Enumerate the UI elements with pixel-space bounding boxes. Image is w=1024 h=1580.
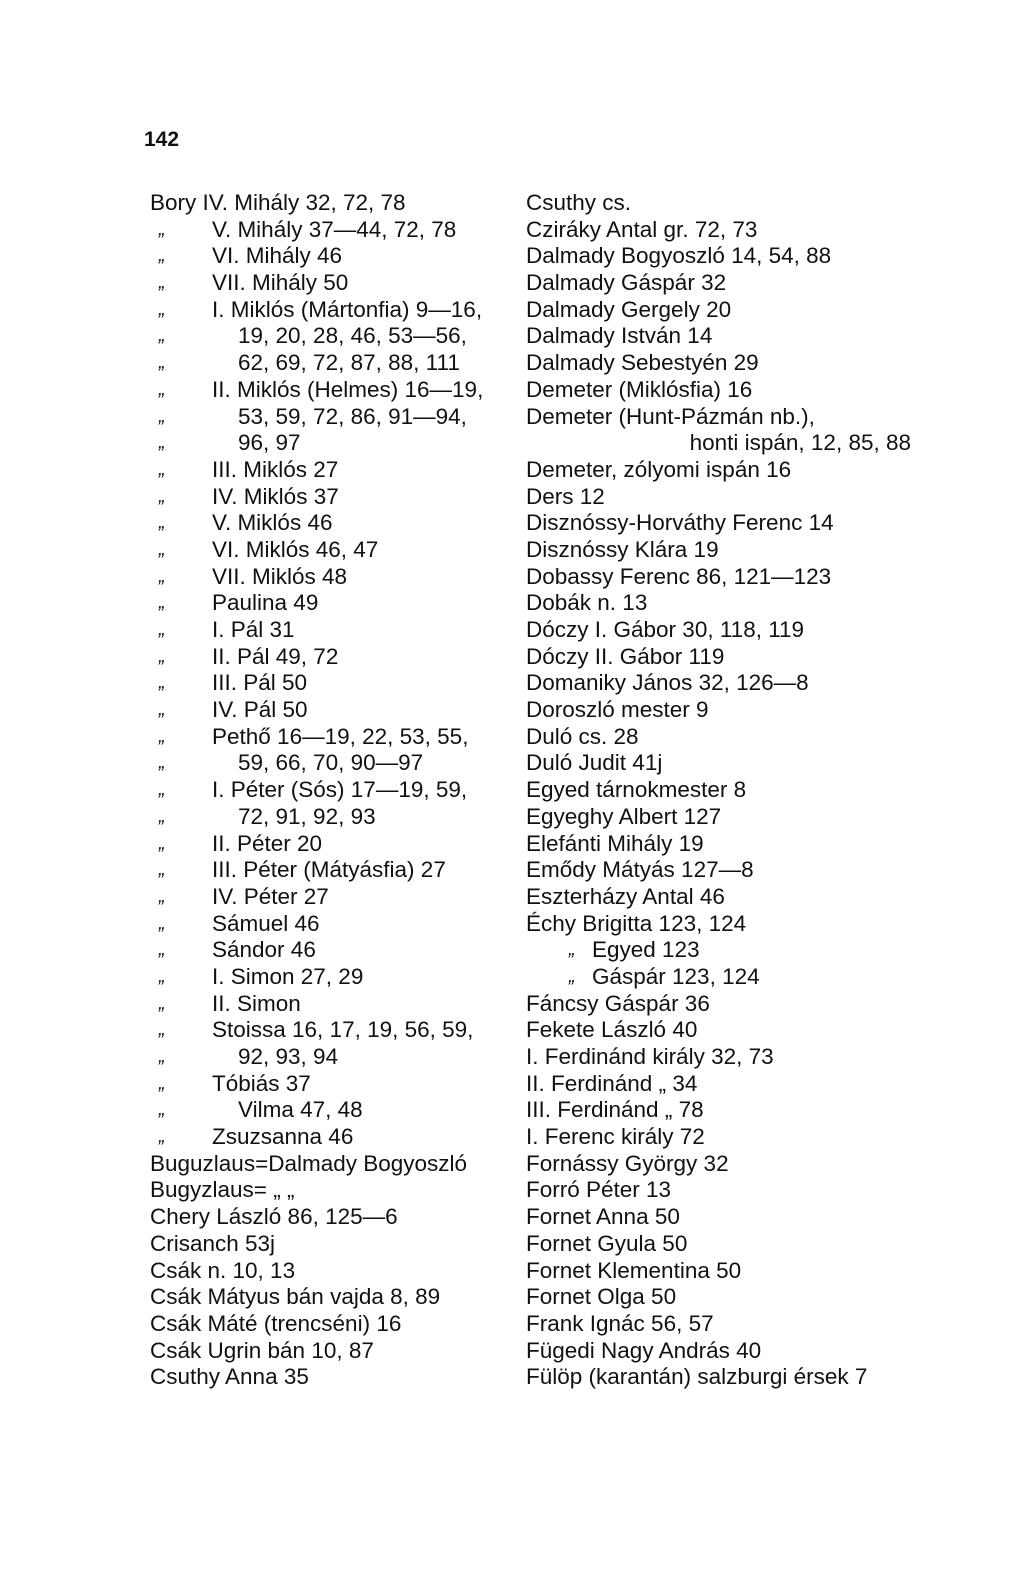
- index-entry: [526, 617, 911, 644]
- index-entry-text: Zsuzsanna 46: [212, 1124, 354, 1150]
- index-entry-text: Egyed 123: [592, 937, 700, 963]
- index-entry: [526, 991, 911, 1018]
- index-entry: [526, 804, 911, 831]
- index-entry: [526, 697, 911, 724]
- index-entry-text: II. Péter 20: [212, 830, 323, 856]
- index-entry-text: Csák Ugrin bán 10, 87: [150, 1337, 374, 1363]
- index-entry-text: Fornet Olga 50: [526, 1284, 677, 1310]
- ditto-mark: „: [158, 805, 166, 827]
- index-entry: [150, 1258, 518, 1285]
- index-entry: [526, 484, 911, 511]
- index-entry-text: Dalmady Gergely 20: [526, 296, 732, 322]
- index-entry: [526, 777, 911, 804]
- index-entry: [150, 1071, 518, 1098]
- index-entry-text: Domaniky János 32, 126—8: [526, 670, 809, 696]
- ditto-mark: „: [568, 965, 576, 987]
- index-entry: [150, 537, 518, 564]
- index-entry-text: Demeter (Miklósfia) 16: [526, 376, 753, 402]
- ditto-mark: „: [568, 939, 576, 961]
- index-entry-text: VI. Miklós 46, 47: [212, 536, 379, 562]
- index-entry-text: Dóczy II. Gábor 119: [526, 643, 725, 669]
- index-entry: [526, 297, 911, 324]
- index-entry: [526, 537, 911, 564]
- index-entry-text: Stoissa 16, 17, 19, 56, 59,: [212, 1017, 474, 1043]
- index-entry-text: 92, 93, 94: [238, 1044, 339, 1069]
- index-entry-text: Csák Máté (trencséni) 16: [150, 1310, 402, 1336]
- index-entry: [150, 644, 518, 671]
- index-entry-text: V. Mihály 37—44, 72, 78: [212, 216, 457, 242]
- index-entry-text: Dobassy Ferenc 86, 121—123: [526, 563, 832, 589]
- index-entry-text: Csuthy Anna 35: [150, 1364, 309, 1390]
- index-entry: [526, 1017, 911, 1044]
- ditto-mark: „: [158, 779, 166, 801]
- index-entry: [150, 217, 518, 244]
- index-entry-text: Fügedi Nagy András 40: [526, 1337, 762, 1363]
- index-entry-text: Ders 12: [526, 483, 605, 509]
- index-entry: [150, 857, 518, 884]
- index-entry-text: Forró Péter 13: [526, 1177, 672, 1203]
- index-entry: [150, 457, 518, 484]
- index-entry-text: Crisanch 53j: [150, 1230, 276, 1256]
- index-entry-text: Fornássy György 32: [526, 1150, 729, 1176]
- page-number: 142: [144, 128, 180, 151]
- index-entry: [150, 323, 518, 350]
- index-entry: [526, 1338, 911, 1365]
- index-entry: [150, 1364, 518, 1391]
- ditto-mark: „: [158, 405, 166, 427]
- index-entry: [526, 190, 911, 217]
- index-entry: [150, 1311, 518, 1338]
- index-entry-text: Csák Mátyus bán vajda 8, 89: [150, 1284, 441, 1310]
- index-entry-text: I. Péter (Sós) 17—19, 59,: [212, 777, 468, 803]
- ditto-mark: „: [158, 538, 166, 560]
- index-entry: [526, 1124, 911, 1151]
- index-entry: [526, 430, 911, 457]
- index-entry-text: Elefánti Mihály 19: [526, 830, 704, 856]
- ditto-mark: „: [158, 832, 166, 854]
- index-entry: [526, 1204, 911, 1231]
- index-entry: [526, 350, 911, 377]
- ditto-mark: „: [158, 992, 166, 1014]
- index-entry-text: I. Simon 27, 29: [212, 963, 364, 989]
- index-entry: [150, 484, 518, 511]
- index-entry: [526, 564, 911, 591]
- index-entry: [526, 1044, 911, 1071]
- index-entry-text: VII. Mihály 50: [212, 270, 349, 296]
- index-entry-text: VII. Miklós 48: [212, 563, 348, 589]
- index-entry-text: I. Ferenc király 72: [526, 1124, 705, 1150]
- index-entry: [150, 670, 518, 697]
- index-entry: [526, 937, 911, 964]
- index-entry-text: Sándor 46: [212, 937, 316, 963]
- index-entry-text: 53, 59, 72, 86, 91—94,: [238, 403, 467, 429]
- index-entry: [150, 350, 518, 377]
- ditto-mark: „: [158, 1072, 166, 1094]
- index-entry-text: Eszterházy Antal 46: [526, 883, 725, 909]
- index-entry-text: Dalmady Gáspár 32: [526, 270, 727, 296]
- index-entry-text: Gáspár 123, 124: [592, 963, 760, 989]
- index-entry-text: III. Ferdinánd „ 78: [526, 1097, 704, 1123]
- ditto-mark: „: [158, 485, 166, 507]
- index-entry: [526, 1071, 911, 1098]
- index-entry: [150, 884, 518, 911]
- index-entry: [526, 1258, 911, 1285]
- index-entry: [150, 991, 518, 1018]
- index-entry-text: I. Miklós (Mártonfia) 9—16,: [212, 296, 483, 322]
- index-entry: [150, 831, 518, 858]
- index-entry-text: Pethő 16—19, 22, 53, 55,: [212, 723, 469, 749]
- index-entry-text: Fornet Anna 50: [526, 1204, 680, 1230]
- index-entry-text: Fülöp (karantán) salzburgi érsek 7: [526, 1364, 868, 1390]
- index-entry: [526, 457, 911, 484]
- index-entry-text: Egyed tárnokmester 8: [526, 777, 747, 803]
- ditto-mark: „: [158, 1126, 166, 1148]
- index-entry: [526, 724, 911, 751]
- index-entry-text: Frank Ignác 56, 57: [526, 1310, 714, 1336]
- index-entry: [526, 243, 911, 270]
- index-entry-text: Sámuel 46: [212, 910, 320, 936]
- index-entry: [526, 323, 911, 350]
- index-entry-text: Bory IV. Mihály 32, 72, 78: [150, 190, 406, 215]
- index-entry: [150, 697, 518, 724]
- index-entry: [150, 377, 518, 404]
- index-entry: [526, 1177, 911, 1204]
- index-entry: [150, 1338, 518, 1365]
- index-entry: [150, 564, 518, 591]
- index-entry-text: Chery László 86, 125—6: [150, 1204, 398, 1230]
- index-entry: [526, 590, 911, 617]
- index-entry-text: 96, 97: [238, 430, 301, 456]
- index-entry: [150, 724, 518, 751]
- index-entry-text: II. Pál 49, 72: [212, 643, 339, 669]
- ditto-mark: „: [158, 699, 166, 721]
- index-entry: [526, 911, 911, 938]
- index-entry: [526, 1311, 911, 1338]
- index-entry-text: Demeter (Hunt-Pázmán nb.),: [526, 403, 815, 429]
- index-entry-text: IV. Pál 50: [212, 697, 308, 723]
- ditto-mark: „: [158, 672, 166, 694]
- index-entry: [150, 1231, 518, 1258]
- index-entry: [150, 404, 518, 431]
- index-entry: [150, 243, 518, 270]
- index-entry-text: Paulina 49: [212, 590, 319, 616]
- index-entry-text: Demeter, zólyomi ispán 16: [526, 456, 792, 482]
- index-entry-text: III. Péter (Mátyásfia) 27: [212, 857, 446, 883]
- index-entry: [150, 190, 518, 217]
- index-entry-text: 62, 69, 72, 87, 88, 111: [238, 350, 460, 376]
- index-entry-text: Egyeghy Albert 127: [526, 803, 722, 829]
- index-entry-text: Bugyzlaus= „ „: [150, 1177, 295, 1203]
- ditto-mark: „: [158, 512, 166, 534]
- index-entry-text: III. Pál 50: [212, 670, 308, 696]
- index-entry: [526, 857, 911, 884]
- index-entry: [526, 1097, 911, 1124]
- ditto-mark: „: [158, 912, 166, 934]
- ditto-mark: „: [158, 352, 166, 374]
- index-entry: [150, 777, 518, 804]
- ditto-mark: „: [158, 619, 166, 640]
- index-entry-text: I. Pál 31: [212, 617, 295, 642]
- index-entry-text: Disznóssy-Horváthy Ferenc 14: [526, 510, 834, 536]
- index-entry-text: Fáncsy Gáspár 36: [526, 990, 710, 1016]
- index-entry-text: VI. Mihály 46: [212, 243, 343, 269]
- index-entry-text: 59, 66, 70, 90—97: [238, 750, 424, 776]
- index-entry: [526, 1364, 911, 1391]
- index-entry: [526, 670, 911, 697]
- index-entry: [526, 217, 911, 244]
- index-entry: [150, 1204, 518, 1231]
- ditto-mark: „: [158, 325, 166, 347]
- index-entry-text: Dobák n. 13: [526, 590, 648, 616]
- ditto-mark: „: [158, 752, 166, 774]
- index-entry-text: I. Ferdinánd király 32, 73: [526, 1044, 774, 1069]
- ditto-mark: „: [158, 939, 166, 961]
- index-entry-text: Duló Judit 41j: [526, 750, 663, 776]
- index-entry-text: Dalmady Bogyoszló 14, 54, 88: [526, 243, 832, 269]
- index-entry-text: IV. Miklós 37: [212, 483, 339, 509]
- index-entry-text: Duló cs. 28: [526, 723, 639, 749]
- index-entry-text: Tóbiás 37: [212, 1070, 311, 1096]
- index-entry: [150, 510, 518, 537]
- index-entry: [150, 617, 518, 644]
- index-entry-text: Dóczy I. Gábor 30, 118, 119: [526, 617, 805, 642]
- ditto-mark: „: [158, 1046, 166, 1067]
- index-entry-text: Dalmady Sebestyén 29: [526, 350, 759, 376]
- index-column-right: [526, 190, 911, 1391]
- index-entry: [526, 831, 911, 858]
- ditto-mark: „: [158, 645, 166, 667]
- index-entry: [526, 510, 911, 537]
- ditto-mark: „: [158, 965, 166, 987]
- index-entry: [150, 430, 518, 457]
- index-column-left: [150, 190, 518, 1391]
- index-entry: [150, 1017, 518, 1044]
- ditto-mark: „: [158, 885, 166, 907]
- index-entry-text: Csák n. 10, 13: [150, 1257, 296, 1283]
- index-entry: [526, 964, 911, 991]
- index-entry: [150, 804, 518, 831]
- index-entry: [526, 1284, 911, 1311]
- index-entry: [150, 964, 518, 991]
- index-entry: [150, 1044, 518, 1071]
- index-entry-text: Cziráky Antal gr. 72, 73: [526, 216, 758, 242]
- ditto-mark: „: [158, 1019, 166, 1041]
- index-entry: [526, 377, 911, 404]
- index-entry: [526, 1151, 911, 1178]
- ditto-mark: „: [158, 592, 166, 614]
- index-entry-text: Dalmady István 14: [526, 323, 713, 349]
- ditto-mark: „: [158, 458, 166, 480]
- index-entry-text: II. Simon: [212, 990, 301, 1016]
- index-entry: [526, 270, 911, 297]
- index-entry-text: Csuthy cs.: [526, 190, 632, 215]
- ditto-mark: „: [158, 859, 166, 881]
- index-entry: [150, 1284, 518, 1311]
- index-entry-text: Buguzlaus=Dalmady Bogyoszló: [150, 1150, 468, 1176]
- index-entry-text: Disznóssy Klára 19: [526, 536, 719, 562]
- ditto-mark: „: [158, 298, 166, 320]
- ditto-mark: „: [158, 565, 166, 587]
- index-entry-text: Vilma 47, 48: [238, 1097, 363, 1123]
- ditto-mark: „: [158, 432, 166, 454]
- index-entry-text: 19, 20, 28, 46, 53—56,: [238, 323, 467, 349]
- index-entry: [150, 911, 518, 938]
- index-entry: [150, 1151, 518, 1178]
- index-entry-text: IV. Péter 27: [212, 883, 329, 909]
- index-entry-text: V. Miklós 46: [212, 510, 333, 536]
- index-entry-text: II. Ferdinánd „ 34: [526, 1070, 698, 1096]
- index-entry: [150, 590, 518, 617]
- index-entry: [526, 644, 911, 671]
- index-entry: [526, 404, 911, 431]
- ditto-mark: „: [158, 218, 166, 240]
- index-entry: [150, 750, 518, 777]
- index-entry: [150, 1177, 518, 1204]
- index-entry: [526, 1231, 911, 1258]
- index-entry-text: Fornet Gyula 50: [526, 1230, 688, 1256]
- index-entry: [150, 1124, 518, 1151]
- index-entry-text: Échy Brigitta 123, 124: [526, 910, 747, 936]
- ditto-mark: „: [158, 1099, 166, 1121]
- index-entry-text: honti ispán, 12, 85, 88: [689, 430, 911, 456]
- index-entry: [150, 937, 518, 964]
- ditto-mark: „: [158, 272, 166, 294]
- index-entry-text: III. Miklós 27: [212, 456, 339, 482]
- index-entry: [526, 884, 911, 911]
- index-entry: [150, 297, 518, 324]
- index-entry-text: Fornet Klementina 50: [526, 1257, 742, 1283]
- index-entry-text: Emődy Mátyás 127—8: [526, 857, 754, 883]
- index-entry-text: 72, 91, 92, 93: [238, 803, 376, 829]
- index-entry: [526, 750, 911, 777]
- index-entry: [150, 1097, 518, 1124]
- ditto-mark: „: [158, 725, 166, 747]
- index-entry: [150, 270, 518, 297]
- ditto-mark: „: [158, 245, 166, 267]
- index-entry-text: II. Miklós (Helmes) 16—19,: [212, 376, 484, 402]
- ditto-mark: „: [158, 378, 166, 400]
- index-entry-text: Doroszló mester 9: [526, 697, 709, 723]
- index-entry-text: Fekete László 40: [526, 1017, 698, 1043]
